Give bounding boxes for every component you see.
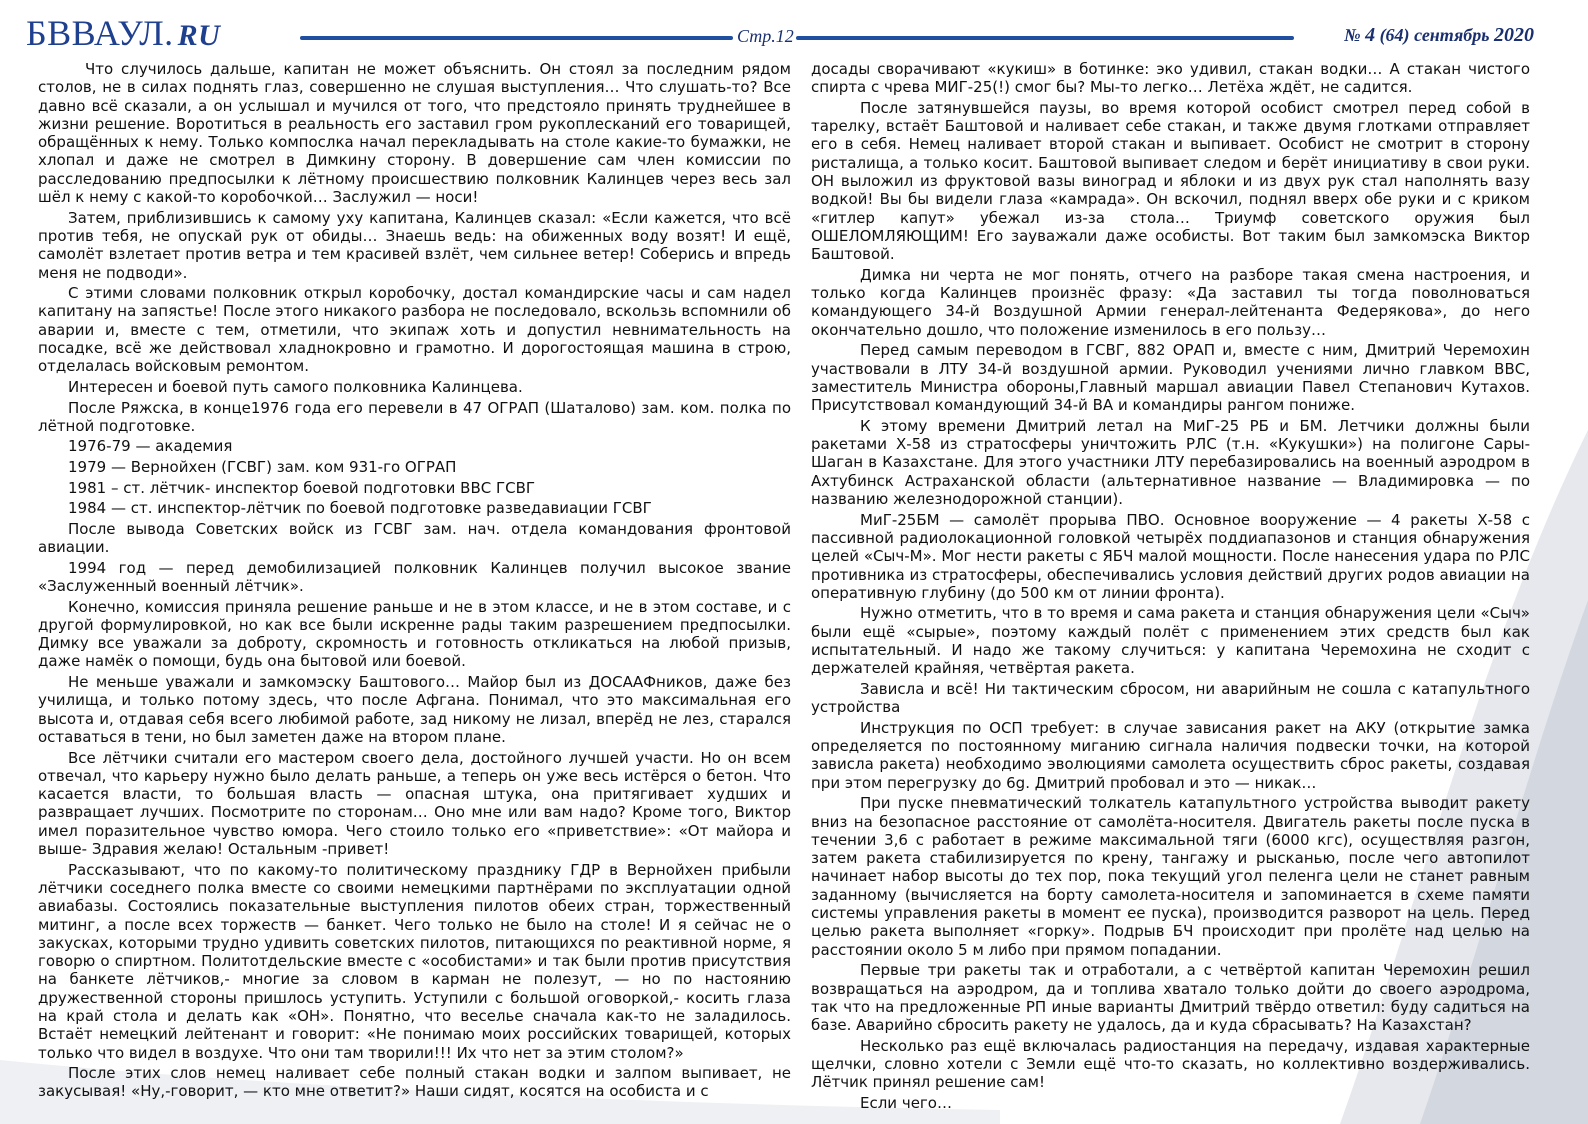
issue-number: 4: [1365, 24, 1376, 46]
issue-total: (64): [1379, 25, 1410, 45]
paragraph: Несколько раз ещё включалась радиостанция на передачу, издавая характерные щелчки, словно хотели с Земли ещё что-то сказать, но коллективно воздерживались. Лётчик принял решение сам!: [811, 1036, 1530, 1092]
timeline-item: 1979 — Вернойхен (ГСВГ) зам. ком 931-го ОГРАП: [68, 458, 457, 477]
paragraph: При пуске пневматический толкатель катапультного устройства выводит ракету вниз на безопасное расстояние от самолёта-носителя. Двигатель ракеты после пуска в течении 3,6 с работает в режиме максимальной тяги (6000 кгс), осуществляя разгон, затем ракета стабилизируется по крену, тангажу и рысканью, после чего автопилот начинает набор высоты до тех пор, пока текущий угол пеленга цели не станет равным заданному (вычисляется на борту самолета-носителя и запоминается в схеме памяти системы управления ракеты в момент ее пуска), производится разворот на цель. Перед целью ракета выполняет «горку». Подрыв БЧ происходит при пролёте над целью на расстоянии около 5 м либо при прямом попадании.: [811, 794, 1530, 959]
logo-suffix: RU: [177, 19, 221, 52]
timeline-item: 1976-79 — академия: [68, 437, 233, 456]
paragraph: Нужно отметить, что в то время и сама ракета и станция обнаружения цели «Сыч» были ещё «сырые», поэтому каждый полёт с применением этих средств был как испытательный. И надо же такому случиться: у капитана Черемохина не сходит с держателей крайняя, четвёртая ракета.: [811, 604, 1530, 678]
paragraph: С этими словами полковник открыл коробочку, достал командирские часы и сам надел капитану на запястье! После этого никакого разбора не последовало, вскользь вспомнили об аварии и, вместе с тем, отметили, что экипаж хоть и допустил невнимательность на посадке, всё же действовал хладнокровно и грамотно. И дорогостоящая машина в строю, отделалась войсковым ремонтом.: [38, 284, 791, 376]
issue-info: [1344, 24, 1534, 47]
paragraph: Интересен и боевой путь самого полковника Калинцева.: [68, 377, 523, 396]
paragraph: Зависла и всё! Ни тактическим сбросом, ни аварийным не сошла с катапультного устройства: [811, 679, 1530, 717]
article-column-right: [811, 60, 1530, 1114]
paragraph: После Ряжска, в конце1976 года его перевели в 47 ОГРАП (Шаталово) зам. ком. полка по лётной подготовке.: [38, 398, 791, 435]
page-number: Стр.12: [737, 26, 794, 46]
logo-text: БВВАУЛ.: [26, 13, 174, 53]
timeline-item: 1984 — ст. инспектор-лётчик по боевой подготовке разведавиации ГСВГ: [68, 499, 652, 518]
paragraph: Если чего…: [860, 1093, 952, 1112]
paragraph: Конечно, комиссия приняла решение раньше и не в этом классе, и не в этом составе, и с другой формулировкой, но как все были искренне рады таким разрешением предпосылки. Димку все уважали за доброту, скромность и готовность откликаться на любой призыв, даже намёк о помощи, будь она бытовой или боевой.: [38, 597, 791, 671]
paragraph: Что случилось дальше, капитан не может объяснить. Он стоял за последним рядом столов, не в силах поднять глаз, совершенно не слушая выступления… Что слушать-то? Все давно всё сказали, а он услышал и мучился от того, что предстояло принять труднейшее в жизни решение. Воротиться в реальность его заставил гром рукоплесканий его товарищей, обращённых к нему. Только компослка начал перекладывать на столе какие-то бумажки, не хлопал и даже не смотрел в Димкину сторону. В довершение сам член комиссии по расследованию предпосылки к лётному происшествию полковник Калинцев через весь зал шёл к нему с какой-то коробочкой… Заслужил — носи!: [38, 60, 791, 207]
paragraph: досады сворачивают «кукиш» в ботинке: эко удивил, стакан водки… А стакан чистого спирта с чрева МИГ-25(!) смог бы? Мы-то легко… Летёха ждёт, не садится.: [811, 60, 1530, 97]
paragraph: Затем, приблизившись к самому уху капитана, Калинцев сказал: «Если кажется, что всё против тебя, не опускай рук от обиды… Знаешь ведь: на обиженных воду возят! И ещё, самолёт взлетает против ветра и тем красивей взлёт, чем сильнее ветер! Соберись и впредь меня не подводи».: [38, 208, 791, 282]
paragraph: Перед самым переводом в ГСВГ, 882 ОРАП и, вместе с ним, Дмитрий Черемохин участвовали в ЛТУ 34-й воздушной армии. Руководил учениями лично главком ВВС, заместитель Министра обороны,Главный маршал авиации Павел Степанович Кутахов. Присутствовал командующий 34-й ВА и командиры рангом пониже.: [811, 341, 1530, 415]
site-logo[interactable]: [26, 12, 220, 54]
article-column-left: [38, 60, 791, 1103]
issue-year: 2020: [1494, 24, 1534, 46]
paragraph: К этому времени Дмитрий летал на МиГ-25 РБ и БМ. Летчики должны были ракетами Х-58 из стратосферы уничтожить РЛС (т.н. «Кукушки») на полигоне Сары-Шаган в Казахстане. Для этого участники ЛТУ перебазировались на военный аэродром в Ахтубинск Астраханской области (альтернативное название — Владимировка — по названию железнодорожной станции).: [811, 416, 1530, 509]
paragraph: После этих слов немец наливает себе полный стакан водки и залпом выпивает, не закусывая! «Ну,-говорит, — кто мне ответит?» Наши сидят, косятся на особиста и с: [38, 1064, 791, 1101]
issue-prefix: №: [1344, 25, 1361, 45]
paragraph: После вывода Советских войск из ГСВГ зам. нач. отдела командования фронтовой авиации.: [38, 519, 791, 557]
paragraph: Рассказывают, что по какому-то политическому празднику ГДР в Вернойхен прибыли лётчики соседнего полка вместе со своими немецкими партнёрами по эксплуатации одной авиабазы. Состоялись показательные выступления пилотов обеих стран, торжественный митинг, а после всех торжеств — банкет. Чего только не было на столе! И я сейчас не о закусках, которыми трудно удивить советских пилотов, питающихся по реактивной норме, я говорю о спиртном. Политотдельские вместе с «особистами» и так были против присутствия на банкете лётчиков,- многие за словом в карман не полезут, — но по настоянию дружественной стороны пришлось уступить. Уступили с большой оговоркой,- косить глаза на край стола и делать как «ОН». Понятно, что веселье сначала как-то не заладилось. Встаёт немецкий лейтенант и говорит: «Не понимаю моих российских товарищей, которых только что видел в воздухе. Что они там творили!!! Их что нет за этим столом?»: [38, 860, 791, 1062]
paragraph: 1994 год — перед демобилизацией полковник Калинцев получил высокое звание «Заслуженный военный лётчик».: [38, 558, 791, 595]
paragraph: Первые три ракеты так и отработали, а с четвёртой капитан Черемохин решил возвращаться на аэродром, да и топлива хватало только дойти до своего аэродрома, так что на предложенные РП иные варианты Дмитрий твёрдо ответил: буду садиться на базе. Аварийно сбросить ракету не удалось, да и куда сбрасывать? На Казахстан?: [811, 961, 1530, 1035]
paragraph: После затянувшейся паузы, во время которой особист смотрел перед собой в тарелку, встаёт Баштовой и наливает себе стакан, и также двумя глотками отправляет его в себя. Немец наливает второй стакан и выпивает. Особист не смотрит в сторону ристалища, а только косит. Баштовой выпивает следом и берёт инициативу в свои руки. ОН выложил из фруктовой вазы виноград и яблоки и из двух рук стал наполнять вазу водкой! Вы бы видели глаза «камрада». Он вскочил, поднял вверх обе руки и с криком «гитлер капут» убежал из-за стола… Триумф советского оружия был ОШЕЛОМЛЯЮЩИМ! Его зауважали даже особисты. Вот таким был замкомэска Виктор Баштовой.: [811, 98, 1530, 264]
issue-month: сентябрь: [1414, 25, 1490, 45]
paragraph: Инструкция по ОСП требует: в случае зависания ракет на АКУ (открытие замка определяется по постоянному миганию сигнала наличия подвески точки, на которой зависла ракета) необходимо эволюциями самолета осуществить сброс ракеты, создавая при этом перегрузку до 6g. Дмитрий пробовал и это — никак…: [811, 718, 1530, 792]
paragraph: МиГ-25БМ — самолёт прорыва ПВО. Основное вооружение — 4 ракеты Х-58 с пассивной радиолокационной головкой четырёх поддиапазонов и станция обнаружения целей «Сыч-М». Мог нести ракеты с ЯБЧ малой мощности. После нанесения удара по РЛС противника из стратосферы, обеспечивались условия действий других родов авиации на оперативную глубину (до 500 км от линии фронта).: [811, 510, 1530, 602]
header-rule-right: [796, 36, 1294, 40]
header-rule-left: [300, 36, 733, 40]
paragraph: Не меньше уважали и замкомэску Баштового… Майор был из ДОСААФников, даже без училища, и только потому здесь, что после Афгана. Понимал, что это максимальная его высота и, отдавая себя всего любимой работе, зад никому не лизал, вперёд не лез, старался оставаться в тени, но был заметен даже на втором плане.: [38, 673, 791, 746]
paragraph: Все лётчики считали его мастером своего дела, достойного лучшей участи. Но он всем отвечал, что карьеру нужно было делать раньше, а теперь он уже весь истёрся о бетон. Что касается власти, то большая власть — опасная штука, она притягивает худших и развращает лучших. Посмотрите по сторонам… Оно мне или вам надо? Кроме того, Виктор имел поразительное чувство юмора. Чего стоило только его «приветствие»: «От майора и выше- Здравия желаю! Остальным -привет!: [38, 748, 791, 859]
page-header: [0, 0, 1588, 62]
paragraph: Димка ни черта не мог понять, отчего на разборе такая смена настроения, и только когда Калинцев произнёс фразу: «Да заставил ты тогда поволноваться командующего 34-й Воздушной Армии генерал-лейтенанта Федерякова», до него окончательно дошло, что положение изменилось в его пользу…: [811, 265, 1530, 339]
timeline-item: 1981 – ст. лётчик- инспектор боевой подготовки ВВС ГСВГ: [68, 478, 536, 497]
